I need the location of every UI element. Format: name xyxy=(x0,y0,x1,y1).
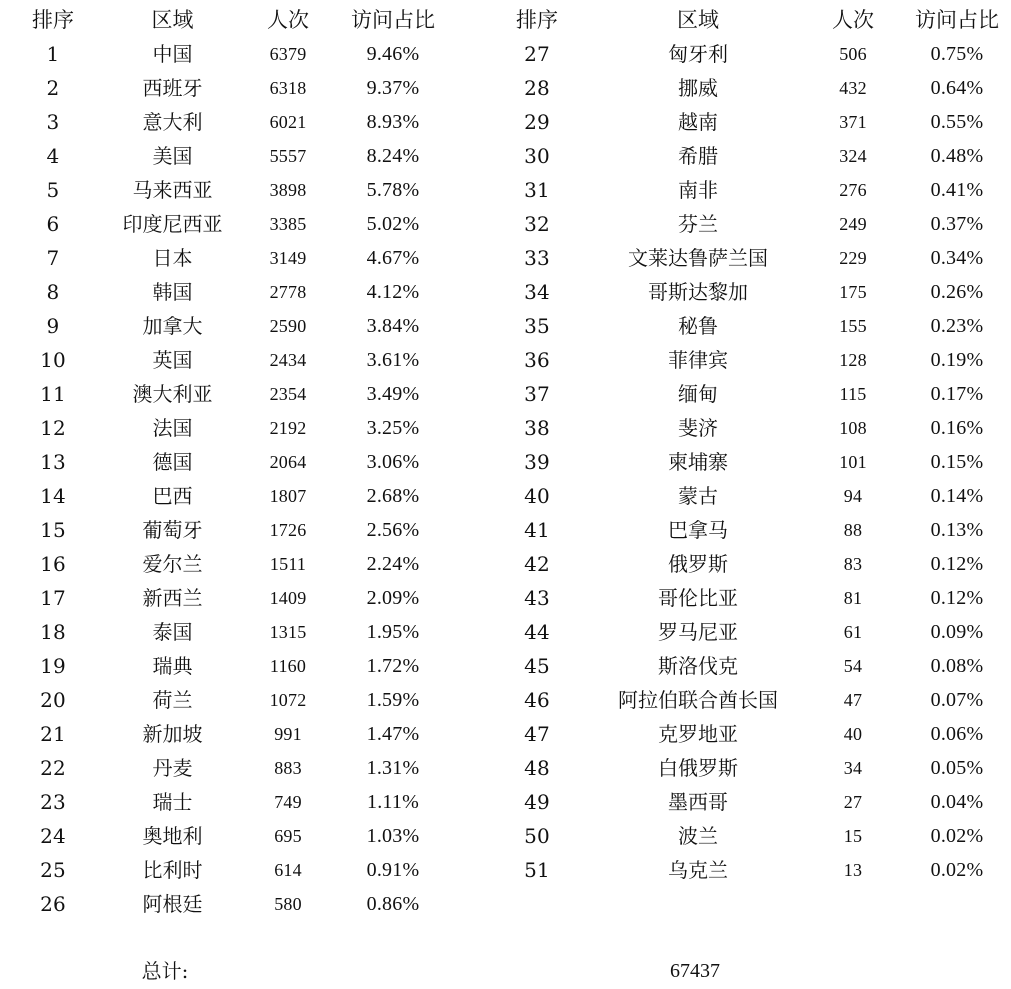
rank-cell: 42 xyxy=(524,552,550,576)
count-cell: 3149 xyxy=(269,248,307,268)
count-cell: 1807 xyxy=(269,486,307,506)
rank-cell: 17 xyxy=(40,586,66,610)
rank-cell: 38 xyxy=(524,416,550,440)
count-cell: 13 xyxy=(843,860,863,880)
table-row xyxy=(0,411,520,445)
rank-cell: 2 xyxy=(46,76,60,100)
region-cell: 意大利 xyxy=(142,110,203,134)
rank-cell: 33 xyxy=(524,246,550,270)
rank-cell: 45 xyxy=(524,654,550,678)
rank-cell: 46 xyxy=(524,688,550,712)
region-cell: 巴西 xyxy=(152,484,193,508)
table-row xyxy=(485,853,1005,887)
count-cell: 6021 xyxy=(269,112,307,132)
pct-cell: 0.75% xyxy=(930,43,984,65)
region-cell: 匈牙利 xyxy=(668,42,728,66)
region-cell: 秘鲁 xyxy=(678,314,718,338)
region-cell: 俄罗斯 xyxy=(668,552,728,576)
count-cell: 1315 xyxy=(269,622,307,642)
rank-cell: 16 xyxy=(40,552,66,576)
table-row xyxy=(0,649,520,683)
pct-cell: 0.02% xyxy=(930,825,984,847)
table-row xyxy=(0,309,520,343)
region-cell: 新西兰 xyxy=(142,586,203,610)
region-cell: 芬兰 xyxy=(678,212,718,236)
pct-cell: 0.14% xyxy=(930,485,984,507)
rank-cell: 49 xyxy=(524,790,550,814)
pct-cell: 3.25% xyxy=(366,417,420,439)
region-cell: 斐济 xyxy=(678,416,718,440)
region-cell: 克罗地亚 xyxy=(658,722,738,746)
pct-cell: 0.86% xyxy=(366,893,420,915)
pct-cell: 9.46% xyxy=(366,43,420,65)
region-cell: 比利时 xyxy=(142,858,203,882)
region-cell: 南非 xyxy=(678,178,718,202)
table-row xyxy=(0,37,520,71)
count-cell: 81 xyxy=(843,588,863,608)
header-count: 人次 xyxy=(832,8,874,32)
table-row xyxy=(0,445,520,479)
table-row xyxy=(485,37,1005,71)
pct-cell: 0.17% xyxy=(930,383,984,405)
rank-cell: 14 xyxy=(40,484,66,508)
count-cell: 614 xyxy=(274,860,302,880)
region-cell: 泰国 xyxy=(152,620,193,644)
table-row xyxy=(0,343,520,377)
rank-cell: 41 xyxy=(524,518,550,542)
region-cell: 荷兰 xyxy=(152,688,193,712)
pct-cell: 1.11% xyxy=(367,791,419,813)
rank-cell: 22 xyxy=(40,756,66,780)
pct-cell: 0.12% xyxy=(930,587,984,609)
rank-cell: 35 xyxy=(524,314,550,338)
total-value: 67437 xyxy=(670,960,720,982)
pct-cell: 2.24% xyxy=(366,553,420,575)
pct-cell: 3.84% xyxy=(366,315,420,337)
pct-cell: 1.03% xyxy=(366,825,420,847)
table-row xyxy=(485,105,1005,139)
table-row xyxy=(0,479,520,513)
table-row xyxy=(0,207,520,241)
rank-cell: 29 xyxy=(524,110,550,134)
pct-cell: 1.31% xyxy=(366,757,420,779)
pct-cell: 1.47% xyxy=(366,723,420,745)
rank-cell: 5 xyxy=(46,178,60,202)
pct-cell: 0.12% xyxy=(930,553,984,575)
header-rank: 排序 xyxy=(516,8,558,32)
region-cell: 英国 xyxy=(152,348,193,372)
count-cell: 40 xyxy=(843,724,863,744)
pct-cell: 1.72% xyxy=(366,655,420,677)
table-row xyxy=(485,479,1005,513)
rank-cell: 39 xyxy=(524,450,550,474)
count-cell: 324 xyxy=(839,146,867,166)
pct-cell: 0.02% xyxy=(930,859,984,881)
pct-cell: 0.41% xyxy=(930,179,984,201)
table-row xyxy=(0,717,520,751)
rank-cell: 19 xyxy=(40,654,66,678)
table-row xyxy=(485,173,1005,207)
count-cell: 2434 xyxy=(269,350,307,370)
region-cell: 德国 xyxy=(152,450,193,474)
rank-cell: 15 xyxy=(40,518,66,542)
region-cell: 希腊 xyxy=(678,144,718,168)
pct-cell: 5.02% xyxy=(366,213,420,235)
count-cell: 229 xyxy=(839,248,867,268)
rank-cell: 40 xyxy=(524,484,550,508)
rank-cell: 10 xyxy=(40,348,66,372)
rank-cell: 36 xyxy=(524,348,550,372)
count-cell: 108 xyxy=(839,418,867,438)
pct-cell: 9.37% xyxy=(366,77,420,99)
table-row xyxy=(0,751,520,785)
count-cell: 155 xyxy=(839,316,867,336)
pct-cell: 2.09% xyxy=(366,587,420,609)
header-count: 人次 xyxy=(267,8,309,32)
table-row xyxy=(485,377,1005,411)
region-cell: 西班牙 xyxy=(142,76,203,100)
region-cell: 新加坡 xyxy=(142,722,203,746)
pct-cell: 0.37% xyxy=(930,213,984,235)
header-row xyxy=(0,3,520,37)
header-region: 区域 xyxy=(677,8,719,32)
table-row xyxy=(485,411,1005,445)
region-cell: 文莱达鲁萨兰国 xyxy=(628,246,768,270)
pct-cell: 2.56% xyxy=(366,519,420,541)
table-row xyxy=(0,275,520,309)
region-cell: 柬埔寨 xyxy=(668,450,728,474)
header-pct: 访问占比 xyxy=(351,8,435,32)
count-cell: 249 xyxy=(839,214,867,234)
pct-cell: 0.19% xyxy=(930,349,984,371)
table-row xyxy=(0,615,520,649)
rank-cell: 31 xyxy=(524,178,550,202)
count-cell: 1072 xyxy=(269,690,307,710)
table-row xyxy=(0,173,520,207)
rank-cell: 34 xyxy=(524,280,550,304)
rank-cell: 51 xyxy=(524,858,550,882)
table-row xyxy=(485,513,1005,547)
region-cell: 波兰 xyxy=(678,824,718,848)
rank-cell: 7 xyxy=(46,246,60,270)
table-row xyxy=(0,71,520,105)
region-cell: 墨西哥 xyxy=(668,790,728,814)
table-row xyxy=(0,139,520,173)
table-row xyxy=(485,649,1005,683)
count-cell: 175 xyxy=(839,282,867,302)
region-cell: 蒙古 xyxy=(678,484,718,508)
count-cell: 5557 xyxy=(269,146,307,166)
count-cell: 1409 xyxy=(269,588,307,608)
table-row xyxy=(0,819,520,853)
region-cell: 葡萄牙 xyxy=(142,518,203,542)
table-row xyxy=(485,343,1005,377)
region-cell: 美国 xyxy=(152,144,193,168)
rank-cell: 43 xyxy=(524,586,550,610)
region-cell: 菲律宾 xyxy=(668,348,728,372)
region-cell: 哥伦比亚 xyxy=(658,586,738,610)
table-row xyxy=(485,547,1005,581)
rank-cell: 9 xyxy=(46,314,60,338)
region-cell: 乌克兰 xyxy=(668,858,728,882)
count-cell: 94 xyxy=(843,486,863,506)
table-row xyxy=(485,309,1005,343)
pct-cell: 1.95% xyxy=(366,621,420,643)
table-row xyxy=(0,887,520,921)
table-row xyxy=(485,241,1005,275)
count-cell: 1160 xyxy=(269,656,307,676)
count-cell: 88 xyxy=(843,520,863,540)
pct-cell: 0.26% xyxy=(930,281,984,303)
table-row xyxy=(485,785,1005,819)
region-cell: 阿根廷 xyxy=(142,892,203,916)
count-cell: 47 xyxy=(843,690,863,710)
rank-cell: 11 xyxy=(40,382,66,406)
pct-cell: 0.64% xyxy=(930,77,984,99)
rank-cell: 26 xyxy=(40,892,66,916)
header-region: 区域 xyxy=(151,8,194,32)
pct-cell: 0.07% xyxy=(930,689,984,711)
pct-cell: 0.55% xyxy=(930,111,984,133)
region-cell: 加拿大 xyxy=(142,314,203,338)
pct-cell: 4.12% xyxy=(366,281,420,303)
pct-cell: 3.61% xyxy=(366,349,420,371)
region-cell: 日本 xyxy=(152,246,193,270)
region-cell: 爱尔兰 xyxy=(142,552,203,576)
pct-cell: 0.34% xyxy=(930,247,984,269)
region-cell: 哥斯达黎加 xyxy=(648,280,748,304)
count-cell: 432 xyxy=(839,78,867,98)
rank-cell: 1 xyxy=(46,42,60,66)
table-row xyxy=(485,275,1005,309)
region-cell: 中国 xyxy=(152,42,193,66)
count-cell: 2192 xyxy=(269,418,307,438)
region-cell: 奥地利 xyxy=(142,824,203,848)
region-cell: 韩国 xyxy=(152,280,193,304)
pct-cell: 3.49% xyxy=(366,383,420,405)
pct-cell: 3.06% xyxy=(366,451,420,473)
rank-cell: 4 xyxy=(46,144,60,168)
count-cell: 1511 xyxy=(269,554,307,574)
rank-cell: 23 xyxy=(40,790,66,814)
rank-cell: 12 xyxy=(40,416,66,440)
pct-cell: 0.23% xyxy=(930,315,984,337)
pct-cell: 0.13% xyxy=(930,519,984,541)
table-row xyxy=(0,785,520,819)
rank-cell: 24 xyxy=(40,824,66,848)
table-row xyxy=(0,853,520,887)
region-cell: 印度尼西亚 xyxy=(122,212,223,236)
rank-cell: 32 xyxy=(524,212,550,236)
pct-cell: 0.06% xyxy=(930,723,984,745)
table-row xyxy=(485,207,1005,241)
count-cell: 15 xyxy=(843,826,863,846)
count-cell: 991 xyxy=(274,724,302,744)
header-pct: 访问占比 xyxy=(915,8,999,32)
count-cell: 2778 xyxy=(269,282,307,302)
pct-cell: 0.05% xyxy=(930,757,984,779)
rank-cell: 6 xyxy=(46,212,60,236)
count-cell: 2590 xyxy=(269,316,307,336)
count-cell: 3385 xyxy=(269,214,307,234)
rank-cell: 20 xyxy=(40,688,66,712)
region-cell: 白俄罗斯 xyxy=(658,756,738,780)
region-cell: 马来西亚 xyxy=(132,178,213,202)
pct-cell: 0.04% xyxy=(930,791,984,813)
count-cell: 115 xyxy=(839,384,867,404)
count-cell: 883 xyxy=(274,758,302,778)
table-row xyxy=(485,751,1005,785)
rank-cell: 8 xyxy=(46,280,60,304)
pct-cell: 1.59% xyxy=(366,689,420,711)
count-cell: 695 xyxy=(274,826,302,846)
count-cell: 61 xyxy=(843,622,863,642)
pct-cell: 0.48% xyxy=(930,145,984,167)
count-cell: 276 xyxy=(839,180,867,200)
region-cell: 巴拿马 xyxy=(668,518,728,542)
count-cell: 2354 xyxy=(269,384,307,404)
table-row xyxy=(485,445,1005,479)
table-row xyxy=(0,547,520,581)
region-cell: 罗马尼亚 xyxy=(658,620,738,644)
rank-cell: 13 xyxy=(40,450,66,474)
region-cell: 挪威 xyxy=(678,76,718,100)
table-row xyxy=(0,105,520,139)
table-row xyxy=(0,581,520,615)
rank-cell: 44 xyxy=(524,620,550,644)
rank-cell: 18 xyxy=(40,620,66,644)
pct-cell: 0.09% xyxy=(930,621,984,643)
table-row xyxy=(485,71,1005,105)
count-cell: 371 xyxy=(839,112,867,132)
header-rank: 排序 xyxy=(32,8,74,32)
rank-cell: 27 xyxy=(524,42,550,66)
table-row xyxy=(0,377,520,411)
rank-cell: 25 xyxy=(40,858,66,882)
pct-cell: 2.68% xyxy=(366,485,420,507)
count-cell: 27 xyxy=(843,792,863,812)
rank-cell: 3 xyxy=(46,110,60,134)
table-row xyxy=(485,819,1005,853)
count-cell: 749 xyxy=(274,792,302,812)
table-row xyxy=(485,139,1005,173)
table-row xyxy=(0,241,520,275)
count-cell: 2064 xyxy=(269,452,307,472)
rank-cell: 30 xyxy=(524,144,550,168)
region-cell: 阿拉伯联合酋长国 xyxy=(618,688,778,712)
pct-cell: 8.24% xyxy=(366,145,420,167)
count-cell: 580 xyxy=(274,894,302,914)
pct-cell: 4.67% xyxy=(366,247,420,269)
count-cell: 34 xyxy=(843,758,863,778)
region-cell: 瑞典 xyxy=(152,654,193,678)
table-row xyxy=(0,513,520,547)
count-cell: 101 xyxy=(839,452,867,472)
count-cell: 6318 xyxy=(269,78,307,98)
rank-cell: 48 xyxy=(524,756,550,780)
rank-cell: 47 xyxy=(524,722,550,746)
rank-cell: 28 xyxy=(524,76,550,100)
count-cell: 6379 xyxy=(269,44,307,64)
count-cell: 83 xyxy=(843,554,863,574)
rank-cell: 50 xyxy=(524,824,550,848)
region-cell: 瑞士 xyxy=(152,790,193,814)
region-cell: 法国 xyxy=(152,416,193,440)
pct-cell: 0.08% xyxy=(930,655,984,677)
rank-cell: 21 xyxy=(40,722,66,746)
region-cell: 缅甸 xyxy=(678,382,718,406)
pct-cell: 5.78% xyxy=(366,179,420,201)
pct-cell: 0.16% xyxy=(930,417,984,439)
count-cell: 128 xyxy=(839,350,867,370)
count-cell: 54 xyxy=(843,656,863,676)
count-cell: 1726 xyxy=(269,520,307,540)
pct-cell: 0.91% xyxy=(366,859,420,881)
pct-cell: 8.93% xyxy=(366,111,420,133)
total-label: 总计: xyxy=(141,959,189,983)
region-cell: 斯洛伐克 xyxy=(658,654,738,678)
table-row xyxy=(485,615,1005,649)
region-cell: 澳大利亚 xyxy=(132,382,213,406)
count-cell: 3898 xyxy=(269,180,307,200)
table-row xyxy=(485,717,1005,751)
table-row xyxy=(0,683,520,717)
count-cell: 506 xyxy=(839,44,867,64)
pct-cell: 0.15% xyxy=(930,451,984,473)
header-row xyxy=(485,3,1005,37)
region-cell: 越南 xyxy=(678,110,718,134)
rank-cell: 37 xyxy=(524,382,550,406)
table-row xyxy=(485,581,1005,615)
region-cell: 丹麦 xyxy=(152,756,193,780)
table-row xyxy=(485,683,1005,717)
